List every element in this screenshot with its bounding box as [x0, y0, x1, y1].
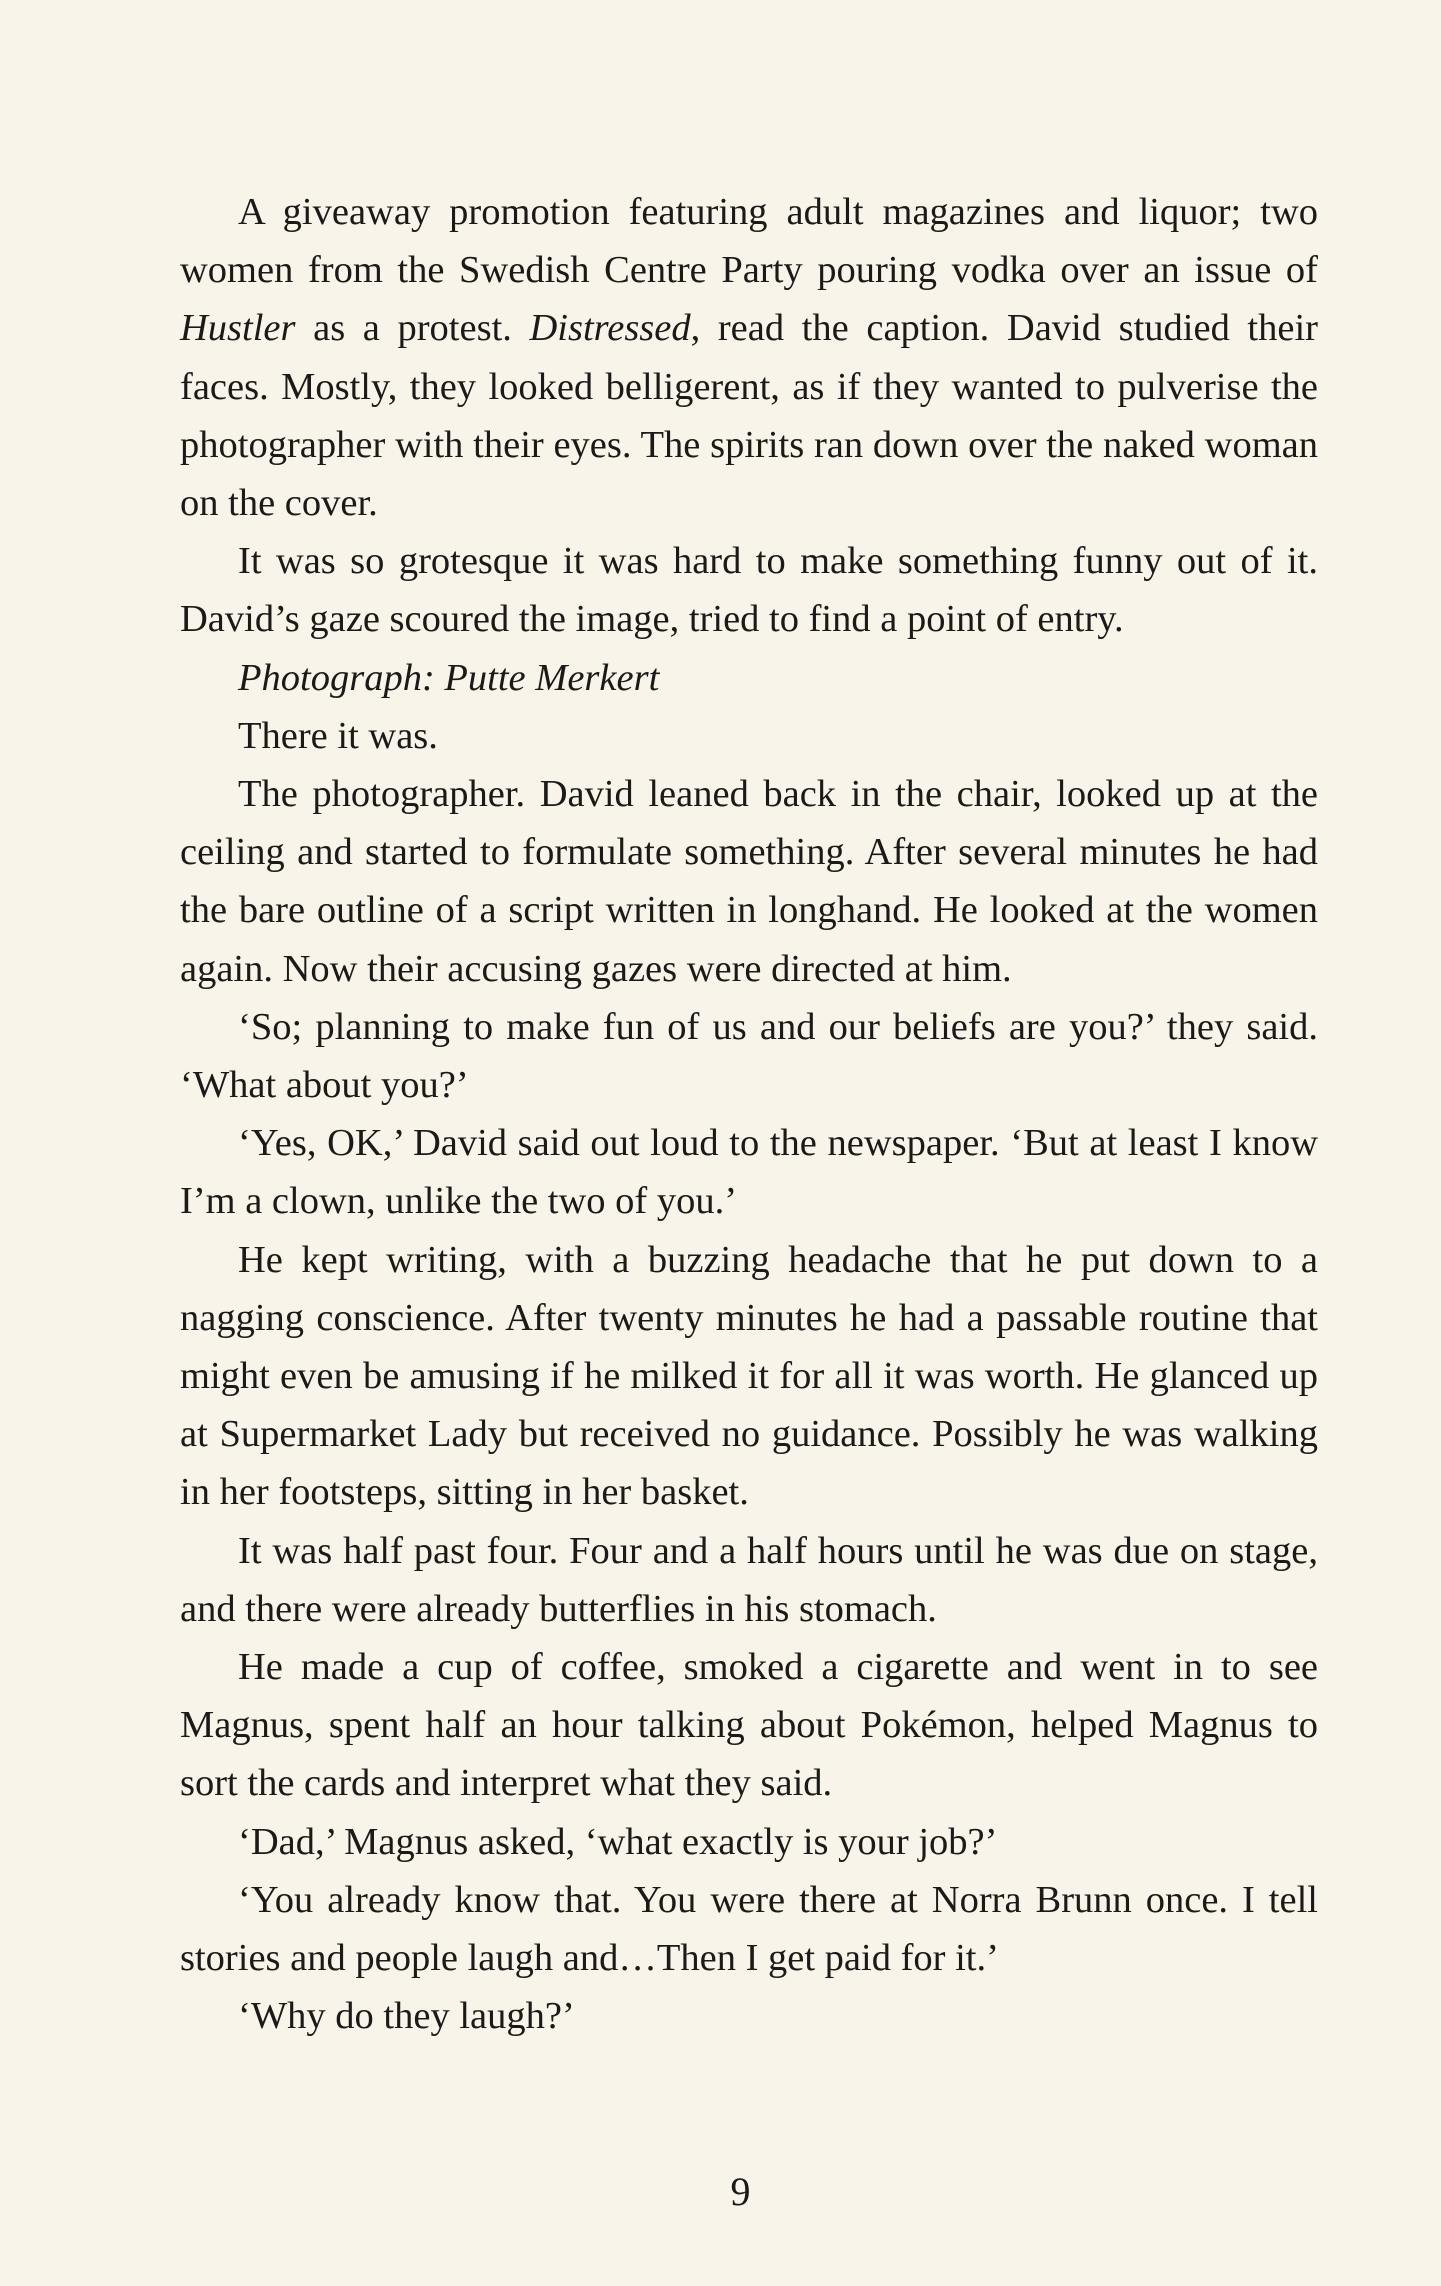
paragraph-text: ‘Dad,’ Magnus asked, ‘what exactly is your job?’: [238, 1820, 998, 1863]
paragraph: [180, 1522, 1318, 1638]
paragraph-text: ‘Why do they laugh?’: [238, 1995, 575, 2038]
paragraph-text: ‘Yes, OK,’ David said out loud to the newspaper. ‘But at least I know I’m a clown, unlike the two of you.’: [180, 1122, 1318, 1223]
paragraph: [180, 998, 1318, 1114]
paragraph: [180, 532, 1318, 648]
paragraph-text: It was half past four. Four and a half hours until he was due on stage, and there were already butterflies in his stomach.: [180, 1529, 1318, 1630]
paragraph: [180, 707, 1318, 765]
paragraph: [180, 1638, 1318, 1813]
paragraph-text: , read the caption. David studied their faces. Mostly, they looked belligerent, as if they wanted to pulverise the photographer with their eyes. The spirits ran down over the naked woman on the cover.: [180, 307, 1318, 525]
caption-word: Distressed: [529, 307, 691, 350]
paragraph-text: A giveaway promotion featuring adult magazines and liquor; two women from the Swedish Centre Party pouring vodka over an issue of: [180, 191, 1318, 292]
page-number: 9: [730, 2169, 751, 2214]
paragraph: [180, 1231, 1318, 1522]
paragraph-text: There it was.: [238, 714, 438, 757]
paragraph-text: ‘You already know that. You were there at Norra Brunn once. I tell stories and people laugh and…Then I get paid for it.’: [180, 1878, 1318, 1980]
magazine-title: Hustler: [180, 307, 296, 350]
paragraph-text: It was so grotesque it was hard to make something funny out of it. David’s gaze scoured the image, tried to find a point of entry.: [180, 540, 1318, 641]
photo-credit: Photograph: Putte Merkert: [238, 656, 660, 699]
paragraph-text: ‘So; planning to make fun of us and our beliefs are you?’ they said. ‘What about you?’: [180, 1005, 1318, 1107]
paragraph-text: He made a cup of coffee, smoked a cigarette and went in to see Magnus, spent half an hour talking about Pokémon, helped Magnus to sort the cards and interpret what they said.: [180, 1646, 1318, 1805]
paragraph-text: The photographer. David leaned back in the chair, looked up at the ceiling and started to formulate something. After several minutes he had the bare outline of a script written in longhand. He looked at the women again. Now their accusing gazes were directed at him.: [180, 773, 1318, 990]
paragraph-text: He kept writing, with a buzzing headache that he put down to a nagging conscience. After twenty minutes he had a passable routine that might even be amusing if he milked it for all it was worth. He glanced up at Supermarket Lady but received no guidance. Possibly he was walking in her footsteps, sitting in her basket.: [180, 1238, 1318, 1514]
paragraph: [180, 1114, 1318, 1230]
paragraph: [180, 765, 1318, 998]
paragraph: [180, 1813, 1318, 1871]
paragraph: [180, 649, 1318, 707]
paragraph-text: as a protest.: [295, 307, 530, 350]
paragraph: [180, 1871, 1318, 1987]
paragraph: [180, 183, 1318, 532]
paragraph: [180, 1987, 1318, 2045]
body-text: [180, 183, 1318, 2046]
